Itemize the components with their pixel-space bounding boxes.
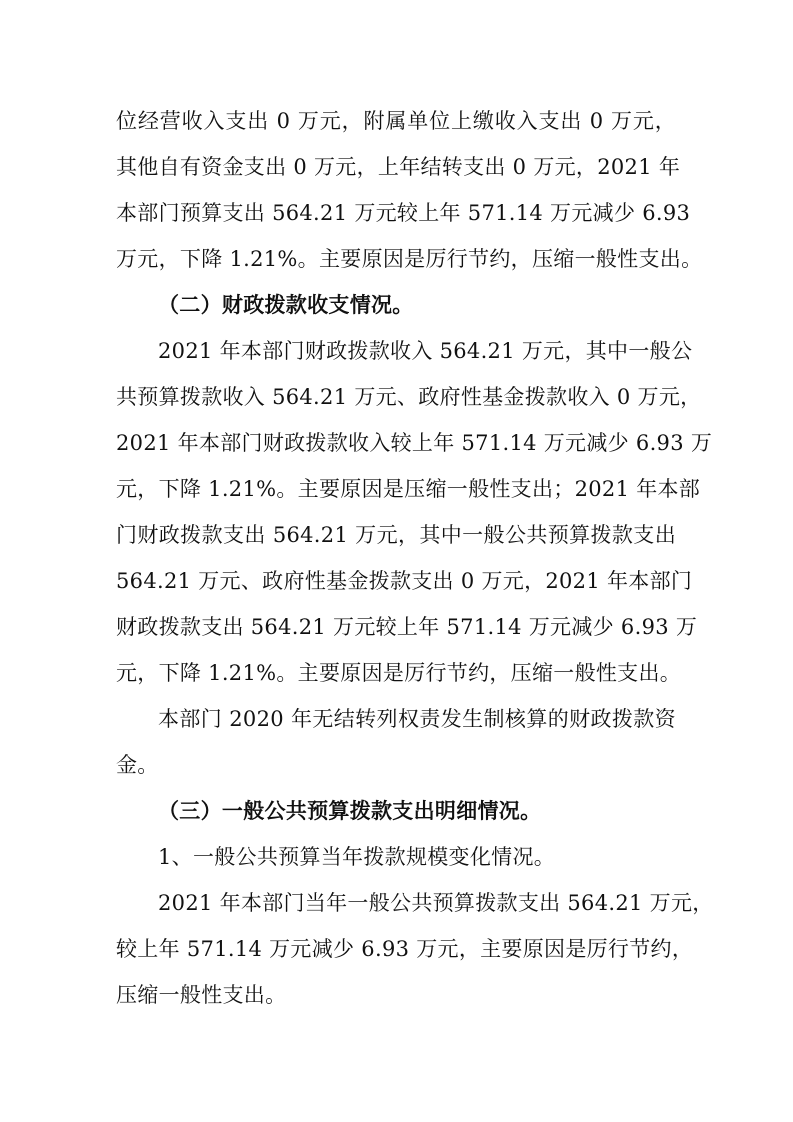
- paragraph-line: 万元，下降 1.21%。主要原因是厉行节约，压缩一般性支出。: [116, 247, 703, 271]
- paragraph-line: 元，下降 1.21%。主要原因是压缩一般性支出；2021 年本部: [116, 477, 701, 501]
- section-heading-2: （二）财政拨款收支情况。: [158, 292, 414, 317]
- subsection-heading: 1、一般公共预算当年拨款规模变化情况。: [158, 845, 556, 869]
- paragraph-line: 本部门 2020 年无结转列权责发生制核算的财政拨款资: [158, 707, 676, 731]
- paragraph-line: 元，下降 1.21%。主要原因是厉行节约，压缩一般性支出。: [116, 661, 682, 685]
- paragraph-line: 本部门预算支出 564.21 万元较上年 571.14 万元减少 6.93: [116, 201, 691, 225]
- paragraph-line: 位经营收入支出 0 万元，附属单位上缴收入支出 0 万元，: [116, 109, 676, 133]
- paragraph-line: 2021 年本部门财政拨款收入 564.21 万元，其中一般公: [158, 339, 693, 363]
- paragraph-line: 财政拨款支出 564.21 万元较上年 571.14 万元减少 6.93 万: [116, 615, 698, 639]
- paragraph-line: 压缩一般性支出。: [116, 983, 287, 1007]
- paragraph-line: 其他自有资金支出 0 万元，上年结转支出 0 万元，2021 年: [116, 155, 681, 179]
- section-heading-3: （三）一般公共预算拨款支出明细情况。: [158, 798, 542, 823]
- document-body: [116, 98, 714, 1018]
- paragraph-line: 2021 年本部门当年一般公共预算拨款支出 564.21 万元，: [158, 891, 714, 915]
- paragraph-line: 2021 年本部门财政拨款收入较上年 571.14 万元减少 6.93 万: [116, 431, 713, 455]
- paragraph-line: 共预算拨款收入 564.21 万元、政府性基金拨款收入 0 万元，: [116, 385, 702, 409]
- paragraph-line: 564.21 万元、政府性基金拨款支出 0 万元，2021 年本部门: [116, 569, 693, 593]
- paragraph-line: 较上年 571.14 万元减少 6.93 万元，主要原因是厉行节约，: [116, 937, 694, 961]
- paragraph-line: 金。: [116, 753, 159, 777]
- paragraph-line: 门财政拨款支出 564.21 万元，其中一般公共预算拨款支出: [116, 523, 676, 547]
